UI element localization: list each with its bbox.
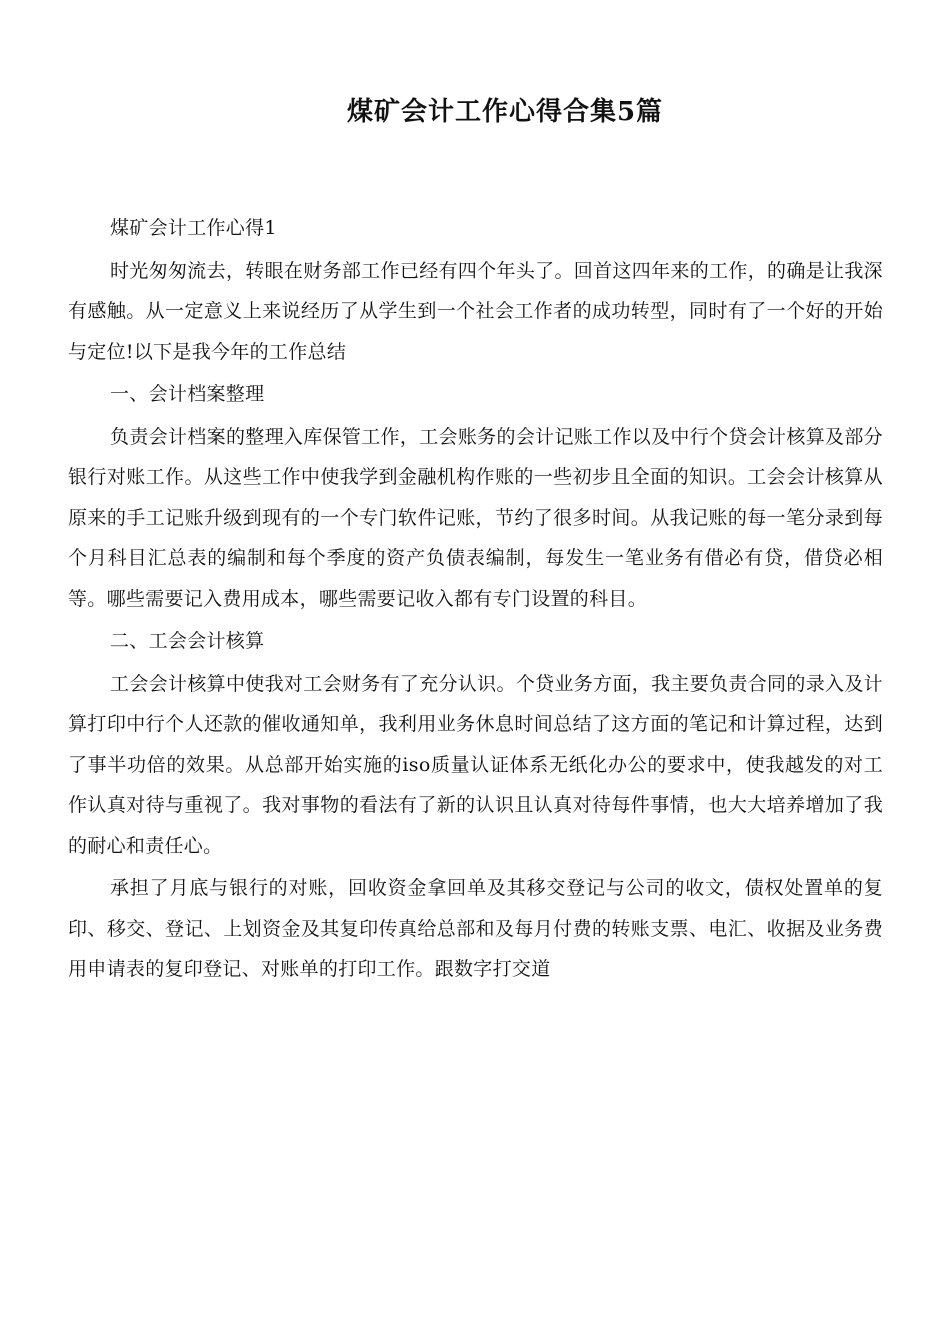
heading-union-accounting: 二、工会会计核算 <box>110 630 265 652</box>
heading-archives: 一、会计档案整理 <box>110 383 265 405</box>
paragraph-union-accounting: 工会会计核算中使我对工会财务有了充分认识。个贷业务方面，我主要负责合同的录入及计算打印中行个人还款的催收通知单，我利用业务休息时间总结了这方面的笔记和计算过程，达到了事半功倍的效果。从总部开始实施的iso质量认证体系无纸化办公的要求中，使我越发的对工作认真对待与重视了。我对事物的看法有了新的认识且认真对待每件事情，也大大培养增加了我的耐心和责任心。 <box>68 672 883 857</box>
intro-paragraph: 时光匆匆流去，转眼在财务部工作已经有四个年头了。回首这四年来的工作，的确是让我深有感触。从一定意义上来说经历了从学生到一个社会工作者的成功转型，同时有了一个好的开始与定位!以下是我今年的工作总结 <box>68 259 883 363</box>
paragraph-archives: 负责会计档案的整理入库保管工作，工会账务的会计记账工作以及中行个贷会计核算及部分银行对账工作。从这些工作中使我学到金融机构作账的一些初步且全面的知识。工会会计核算从原来的手工记账升级到现有的一个专门软件记账，节约了很多时间。从我记账的每一笔分录到每个月科目汇总表的编制和每个季度的资产负债表编制，每发生一笔业务有借必有贷，借贷必相等。哪些需要记入费用成本，哪些需要记收入都有专门设置的科目。 <box>68 425 883 610</box>
document-title: 煤矿会计工作心得合集5篇 <box>346 97 664 127</box>
document-body <box>68 208 883 992</box>
paragraph-reconciliation: 承担了月底与银行的对账，回收资金拿回单及其移交登记与公司的收文，债权处置单的复印、移交、登记、上划资金及其复印传真给总部和及每月付费的转账支票、电汇、收据及业务费用申请表的复印登记、对账单的打印工作。跟数字打交道 <box>68 877 883 980</box>
section-title: 煤矿会计工作心得1 <box>110 217 277 239</box>
